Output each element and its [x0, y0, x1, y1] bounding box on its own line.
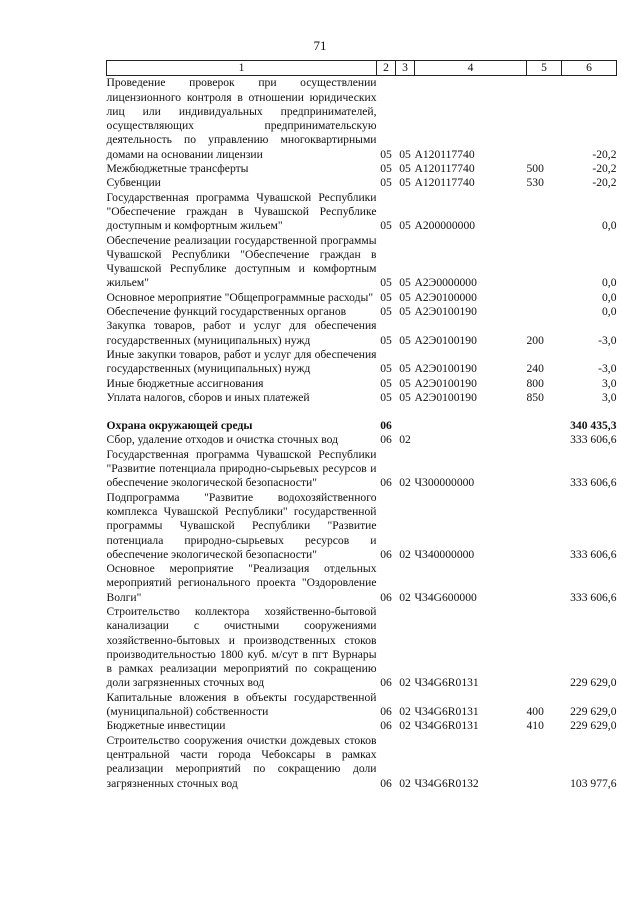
spacer-row [107, 405, 617, 419]
cell-target-code: Ч340000000 [414, 547, 475, 561]
cell-target-code: А2Э0000000 [414, 276, 477, 290]
budget-table [106, 60, 617, 791]
page-number: 71 [313, 38, 327, 53]
col-header-subsection: 3 [396, 61, 415, 76]
cell-target-code: Ч300000000 [414, 476, 475, 490]
cell-target-code: А2Э0100190 [414, 362, 477, 376]
cell-expense-type [527, 433, 562, 447]
cell-subsection: 02 [399, 719, 411, 733]
cell-name: Субвенции [106, 176, 161, 190]
cell-expense-type [527, 562, 562, 605]
cell-subsection: 05 [399, 290, 411, 304]
spacer-cell [107, 405, 617, 419]
cell-section: 05 [380, 305, 392, 319]
cell-expense-type [527, 419, 562, 433]
cell-subsection [396, 419, 415, 433]
cell-section: 05 [380, 219, 392, 233]
table-row [107, 719, 617, 733]
cell-section: 06 [380, 547, 392, 561]
cell-section: 06 [380, 676, 392, 690]
cell-section: 05 [380, 390, 392, 404]
col-header-expense-type: 5 [527, 61, 562, 76]
cell-amount: -20,2 [592, 147, 617, 161]
cell-amount: 0,0 [602, 276, 617, 290]
cell-amount: 103 977,6 [570, 776, 617, 790]
cell-expense-type [527, 291, 562, 305]
cell-section: 06 [380, 705, 392, 719]
table-row [107, 377, 617, 391]
cell-amount: -20,2 [592, 162, 617, 176]
cell-section: 05 [380, 176, 392, 190]
cell-target-code: А120117740 [414, 176, 475, 190]
cell-expense-type [527, 234, 562, 291]
cell-target-code: А2Э0100190 [414, 305, 477, 319]
cell-section: 05 [380, 333, 392, 347]
cell-name: Проведение проверок при осуществлении лицензионного контроля в отношении юридических лиц или индивидуальных предпринимателей, осуществляющих предпринимательскую деятельность по управлению многоквартирными домами на основании лицензии [106, 76, 377, 161]
cell-section: 06 [380, 476, 392, 490]
col-header-target-code: 4 [415, 61, 527, 76]
cell-amount: 229 629,0 [570, 676, 617, 690]
cell-name: Основное мероприятие "Общепрограммные расходы" [106, 290, 374, 304]
cell-target-code: А2Э0100190 [414, 390, 477, 404]
col-header-section: 2 [377, 61, 396, 76]
cell-expense-type [527, 76, 562, 162]
cell-amount: 333 606,6 [570, 590, 617, 604]
table-row [107, 419, 617, 433]
cell-section: 06 [380, 433, 392, 447]
cell-name: Государственная программа Чувашской Республики "Обеспечение граждан в Чувашской Республике доступным и комфортным жильем" [106, 190, 377, 233]
table-row [107, 734, 617, 791]
cell-expense-type [527, 491, 562, 562]
cell-amount: 0,0 [602, 290, 617, 304]
cell-name: Капитальные вложения в объекты государственной (муниципальной) собственности [106, 690, 377, 719]
cell-target-code: Ч34G600000 [414, 590, 477, 604]
cell-section: 05 [380, 290, 392, 304]
cell-name: Бюджетные инвестиции [106, 719, 226, 733]
col-header-amount: 6 [562, 61, 617, 76]
cell-section: 05 [380, 147, 392, 161]
cell-subsection: 02 [399, 590, 411, 604]
cell-target-code: Ч34G6R0132 [414, 776, 479, 790]
table-row [107, 162, 617, 176]
cell-amount: 0,0 [602, 305, 617, 319]
table-row [107, 191, 617, 234]
cell-amount: 3,0 [602, 376, 617, 390]
cell-amount: -3,0 [598, 333, 617, 347]
cell-expense-type [527, 605, 562, 691]
cell-target-code [415, 433, 527, 447]
cell-amount: -20,2 [592, 176, 617, 190]
cell-target-code: Ч34G6R0131 [414, 676, 479, 690]
cell-subsection: 05 [399, 162, 411, 176]
cell-expense-type: 500 [526, 162, 544, 176]
cell-expense-type: 850 [526, 390, 544, 404]
cell-section: 05 [380, 362, 392, 376]
cell-expense-type: 530 [526, 176, 544, 190]
cell-amount: 3,0 [602, 390, 617, 404]
cell-expense-type [527, 191, 562, 234]
cell-expense-type: 800 [526, 376, 544, 390]
cell-amount: 229 629,0 [570, 705, 617, 719]
cell-name: Обеспечение реализации государственной программы Чувашской Республики "Обеспечение граждан в Чувашской Республике доступным и комфортным жильем" [106, 233, 377, 290]
cell-subsection: 05 [399, 276, 411, 290]
table-row [107, 491, 617, 562]
cell-subsection: 02 [399, 776, 411, 790]
table-row [107, 433, 617, 447]
cell-name: Охрана окружающей среды [106, 419, 253, 433]
cell-target-code: А200000000 [414, 219, 476, 233]
cell-target-code [415, 419, 527, 433]
cell-expense-type [527, 448, 562, 491]
cell-amount: 340 435,3 [570, 419, 617, 433]
cell-section: 06 [380, 719, 392, 733]
col-header-name: 1 [107, 61, 377, 76]
cell-expense-type: 200 [526, 333, 544, 347]
cell-name: Закупка товаров, работ и услуг для обеспечения государственных (муниципальных) нужд [106, 319, 377, 347]
table-row [107, 562, 617, 605]
cell-subsection: 05 [399, 176, 411, 190]
cell-expense-type: 400 [526, 705, 544, 719]
cell-subsection: 02 [399, 476, 411, 490]
table-row [107, 234, 617, 291]
cell-name: Уплата налогов, сборов и иных платежей [106, 390, 310, 404]
cell-section: 06 [380, 419, 392, 433]
cell-name: Обеспечение функций государственных органов [106, 305, 347, 319]
cell-name: Государственная программа Чувашской Республики "Развитие потенциала природно-сырьевых ресурсов и обеспечение экологической безопасности" [106, 447, 377, 490]
cell-amount: -3,0 [598, 362, 617, 376]
cell-subsection: 02 [399, 547, 411, 561]
cell-target-code: А120117740 [414, 147, 475, 161]
cell-subsection: 05 [399, 390, 411, 404]
cell-target-code: Ч34G6R0131 [414, 705, 479, 719]
cell-subsection: 05 [399, 362, 411, 376]
table-row [107, 291, 617, 305]
table-row [107, 605, 617, 691]
cell-expense-type: 240 [526, 362, 544, 376]
cell-name: Межбюджетные трансферты [106, 162, 249, 176]
cell-subsection: 05 [399, 147, 411, 161]
cell-expense-type [527, 734, 562, 791]
table-header-row [107, 61, 617, 76]
cell-section: 06 [380, 590, 392, 604]
cell-expense-type: 410 [526, 719, 544, 733]
cell-subsection: 05 [399, 333, 411, 347]
table-row [107, 448, 617, 491]
cell-name: Строительство коллектора хозяйственно-бытовой канализации с очистными сооружениями хозяйственно-бытовых и производственных стоков производительностью 1800 куб. м/сут в пгт Вурнары в рамках реализации мероприятий по сокращению доли загрязненных сточных вод [106, 604, 377, 690]
cell-name: Строительство сооружения очистки дождевых стоков центральной части города Чебоксары в рамках реализации мероприятий по сокращению доли загрязненных сточных вод [106, 733, 377, 790]
cell-target-code: А120117740 [414, 162, 475, 176]
cell-subsection: 02 [399, 705, 411, 719]
cell-name: Подпрограмма "Развитие водохозяйственного комплекса Чувашской Республики" государственной программы Чувашской Республики "Развитие потенциала природно-сырьевых ресурсов и обеспечение экологической безопасности" [106, 490, 377, 561]
cell-amount: 0,0 [602, 219, 617, 233]
cell-section: 05 [380, 376, 392, 390]
cell-subsection: 02 [399, 433, 411, 447]
cell-name: Иные закупки товаров, работ и услуг для обеспечения государственных (муниципальных) нужд [106, 347, 377, 376]
cell-section: 05 [380, 162, 392, 176]
table-body [107, 76, 617, 791]
cell-name: Сбор, удаление отходов и очистка сточных вод [106, 433, 339, 447]
cell-amount: 229 629,0 [570, 719, 617, 733]
table-row [107, 319, 617, 348]
table-row [107, 76, 617, 162]
table-row [107, 305, 617, 319]
cell-name: Основное мероприятие "Реализация отдельных мероприятий регионального проекта "Оздоровление Волги" [106, 562, 377, 604]
cell-amount: 333 606,6 [570, 547, 617, 561]
cell-subsection: 05 [399, 376, 411, 390]
cell-subsection: 05 [399, 219, 411, 233]
cell-name: Иные бюджетные ассигнования [106, 376, 264, 390]
table-row [107, 691, 617, 720]
cell-target-code: А2Э0100190 [414, 376, 477, 390]
table-row [107, 176, 617, 190]
table-row [107, 391, 617, 405]
cell-section: 05 [380, 276, 392, 290]
cell-expense-type [527, 305, 562, 319]
cell-target-code: А2Э0100000 [414, 290, 477, 304]
cell-subsection: 02 [399, 676, 411, 690]
cell-subsection: 05 [399, 305, 411, 319]
cell-target-code: А2Э0100190 [414, 333, 477, 347]
cell-amount: 333 606,6 [570, 476, 617, 490]
cell-target-code: Ч34G6R0131 [414, 719, 479, 733]
table-row [107, 348, 617, 377]
cell-amount: 333 606,6 [570, 433, 617, 447]
cell-section: 06 [380, 776, 392, 790]
